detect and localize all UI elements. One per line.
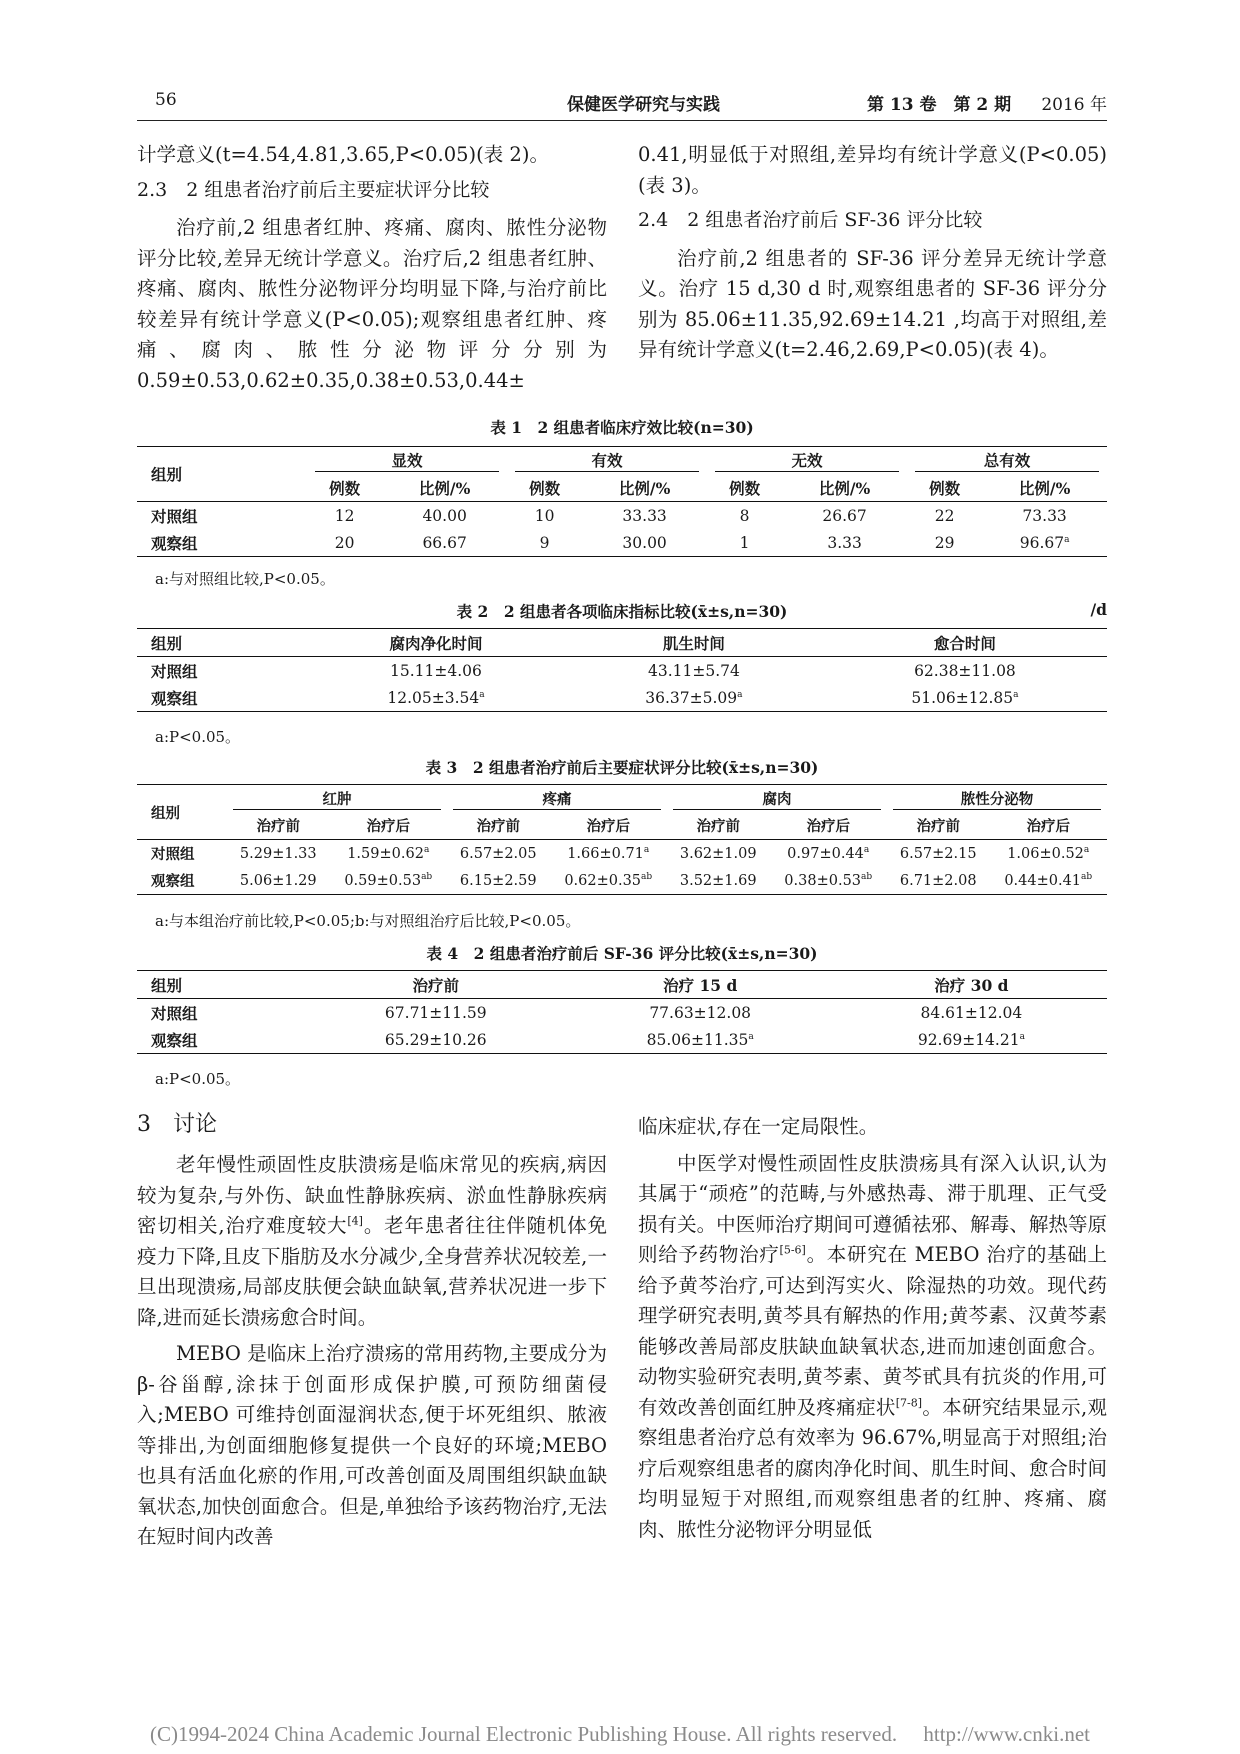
table-cell: 1 xyxy=(707,529,782,557)
table1 xyxy=(137,446,1107,557)
table-subheader: 比例/% xyxy=(382,474,507,502)
table-cell: 对照组 xyxy=(151,846,195,863)
copyright-footer: (C)1994-2024 China Academic Journal Electronic Publishing House. All rights reserved. http://www.cnki.net xyxy=(150,1722,1090,1746)
table-header: 组别 xyxy=(137,785,227,840)
table-header: 总有效 xyxy=(915,449,1099,472)
table-row xyxy=(137,840,1107,868)
table-cell: 29 xyxy=(907,529,982,557)
table-cell: 20 xyxy=(307,529,382,557)
table-header: 无效 xyxy=(715,449,899,472)
table-cell: 观察组 xyxy=(137,684,307,712)
discussion-right-column xyxy=(638,1108,1107,1545)
citation: [7-8] xyxy=(895,1396,923,1409)
table-cell: 1.06±0.52$^a$ xyxy=(1007,844,1090,862)
table-cell: 6.15±2.59 xyxy=(447,867,550,895)
footnote-marker: a xyxy=(1064,534,1070,545)
table-cell: 观察组 xyxy=(137,529,307,557)
table-cell: 6.57±2.05 xyxy=(459,845,537,862)
table-cell: 10 xyxy=(534,506,555,525)
section-heading-3: 3 讨论 xyxy=(137,1112,217,1137)
table-header: 组别 xyxy=(137,447,307,502)
footnote-marker: ab xyxy=(421,871,433,882)
table-cell: 96.67$^a$ xyxy=(982,529,1107,557)
paragraph: 0.41,明显低于对照组,差异均有统计学意义(P<0.05)(表 3)。 xyxy=(638,143,1107,197)
table4 xyxy=(137,970,1107,1054)
table-subheader: 治疗前 xyxy=(447,812,550,840)
table-cell: 6.71±2.08 xyxy=(887,867,990,895)
paragraph: 临床症状,存在一定局限性。 xyxy=(638,1115,879,1138)
table-header: 腐肉 xyxy=(673,788,881,810)
table-cell: 73.33 xyxy=(1022,506,1067,525)
table-cell: 3.62±1.09 xyxy=(679,845,757,862)
table-header: 治疗 30 d xyxy=(836,971,1107,999)
table-cell: 对照组 xyxy=(151,1003,198,1023)
table-row xyxy=(137,867,1107,895)
table-cell: 62.38±11.08 xyxy=(914,661,1016,680)
table-subheader: 比例/% xyxy=(582,474,707,502)
table-cell: 66.67 xyxy=(382,529,507,557)
footnote-marker: ab xyxy=(1081,871,1093,882)
table-cell: 26.67 xyxy=(822,506,867,525)
table-subheader: 治疗后 xyxy=(550,812,667,840)
publication-year: 2016 年 xyxy=(1041,95,1107,115)
table-subheader: 治疗后 xyxy=(990,812,1108,840)
table-row xyxy=(137,999,1107,1027)
table1-caption: 表 1 2 组患者临床疗效比较(n=30) xyxy=(490,418,754,437)
footnote-marker: a xyxy=(748,1031,754,1042)
table-cell: 12 xyxy=(334,506,355,525)
table-cell: 92.69±14.21$^a$ xyxy=(836,1026,1107,1054)
top-left-column xyxy=(137,140,607,396)
footnote-marker: ab xyxy=(861,871,873,882)
footnote-marker: a xyxy=(1019,1031,1025,1042)
table-row xyxy=(137,529,1107,557)
table-row xyxy=(137,1026,1107,1054)
top-right-column xyxy=(638,140,1107,366)
table-row xyxy=(137,684,1107,712)
table-cell: 对照组 xyxy=(151,661,198,681)
paragraph: 老年慢性顽固性皮肤溃疡是临床常见的疾病,病因较为复杂,与外伤、缺血性静脉疾病、淤血性静脉疾病密切相关,治疗难度较大[4]。老年患者往往伴随机体免疫力下降,且皮下脂肪及水分减少,全身营养状况较差,一旦出现溃疡,局部皮肤便会缺血缺氧,营养状况进一步下降,进而延长溃疡愈合时间。 xyxy=(137,1153,607,1329)
footnote-marker: ab xyxy=(641,871,653,882)
table-cell: 67.71±11.59 xyxy=(384,1003,487,1022)
table-cell: 0.44±0.41$^{ab}$ xyxy=(990,867,1108,895)
table-cell: 33.33 xyxy=(622,506,667,525)
table-subheader: 治疗前 xyxy=(227,812,330,840)
table-header: 治疗 15 d xyxy=(565,971,836,999)
table-cell: 0.62±0.35$^{ab}$ xyxy=(550,867,667,895)
volume-issue: 第 13 卷 第 2 期 xyxy=(867,95,1012,115)
section-heading-2-3: 2.3 2 组患者治疗前后主要症状评分比较 xyxy=(137,178,490,201)
table-header: 组别 xyxy=(137,629,307,657)
table3 xyxy=(137,784,1107,895)
table-cell: 65.29±10.26 xyxy=(307,1026,565,1054)
table-cell: 1.66±0.71$^a$ xyxy=(567,844,650,862)
table-cell: 0.59±0.53$^{ab}$ xyxy=(330,867,447,895)
table-header: 腐肉净化时间 xyxy=(307,629,565,657)
table-header: 组别 xyxy=(137,971,307,999)
table-cell: 观察组 xyxy=(137,867,227,895)
table-header: 疼痛 xyxy=(453,788,661,810)
table-subheader: 治疗后 xyxy=(330,812,447,840)
citation: [4] xyxy=(347,1214,363,1228)
table-subheader: 例数 xyxy=(507,474,582,502)
table3-caption: 表 3 2 组患者治疗前后主要症状评分比较(x̄±s,n=30) xyxy=(425,758,819,777)
table-header: 有效 xyxy=(515,449,699,472)
footnote-marker: a xyxy=(479,689,485,700)
table-cell: 15.11±4.06 xyxy=(390,661,482,680)
section-heading-2-4: 2.4 2 组患者治疗前后 SF-36 评分比较 xyxy=(638,209,983,231)
table-cell: 43.11±5.74 xyxy=(647,661,740,680)
table-header: 愈合时间 xyxy=(823,629,1107,657)
table-cell: 3.52±1.69 xyxy=(667,867,770,895)
table-row xyxy=(137,502,1107,530)
paragraph: 计学意义(t=4.54,4.81,3.65,P<0.05)(表 2)。 xyxy=(137,143,549,166)
table-cell: 对照组 xyxy=(151,506,198,526)
table2-caption-text: 表 2 2 组患者各项临床指标比较(x̄±s,n=30) xyxy=(456,602,788,621)
table-cell: 6.57±2.15 xyxy=(899,845,977,862)
table-subheader: 例数 xyxy=(707,474,782,502)
table-cell: 30.00 xyxy=(582,529,707,557)
table-header: 治疗前 xyxy=(307,971,565,999)
table-cell: 84.61±12.04 xyxy=(920,1003,1023,1022)
table-subheader: 治疗后 xyxy=(770,812,887,840)
table-cell: 8 xyxy=(739,506,750,525)
page-number: 56 xyxy=(155,90,177,110)
paragraph: 中医学对慢性顽固性皮肤溃疡具有深入认识,认为其属于“顽疮”的范畴,与外感热毒、滞于肌理、正气受损有关。中医师治疗期间可遵循祛邪、解毒、解热等原则给予药物治疗[5-6]。本研究在 MEBO 治疗的基础上给予黄芩治疗,可达到泻实火、除湿热的功效。现代药理学研究表明,黄芩具有解热的作用;黄芩素、汉黄芩素能够改善局部皮肤缺血缺氧状态,进而加速创面愈合。动物实验研究表明,黄芩素、黄芩甙具有抗炎的作用,可有效改善创面红肿及疼痛症状[7-8]。本研究结果显示,观察组患者治疗总有效率为 96.67%,明显高于对照组;治疗后观察组患者的腐肉净化时间、肌生时间、愈合时间均明显短于对照组,而观察组患者的红肿、疼痛、腐肉、脓性分泌物评分明显低 xyxy=(638,1151,1107,1541)
table-cell: 77.63±12.08 xyxy=(649,1003,752,1022)
running-header xyxy=(137,80,1107,121)
table4-caption: 表 4 2 组患者治疗前后 SF-36 评分比较(x̄±s,n=30) xyxy=(426,944,818,963)
table2-note: a:P<0.05。 xyxy=(155,728,241,746)
table2-caption xyxy=(137,600,1107,622)
table-cell: 12.05±3.54$^a$ xyxy=(307,684,565,712)
table-subheader: 例数 xyxy=(907,474,982,502)
table-subheader: 治疗前 xyxy=(887,812,990,840)
table-subheader: 比例/% xyxy=(782,474,907,502)
table-cell: 5.29±1.33 xyxy=(239,845,317,862)
table4-note: a:P<0.05。 xyxy=(155,1070,241,1088)
journal-title: 保健医学研究与实践 xyxy=(567,95,720,115)
table-cell: 22 xyxy=(934,506,955,525)
table-cell: 观察组 xyxy=(137,1026,307,1054)
citation: [5-6] xyxy=(779,1243,806,1257)
table-cell: 85.06±11.35$^a$ xyxy=(565,1026,836,1054)
footnote-marker: a xyxy=(863,844,870,855)
paragraph: MEBO 是临床上治疗溃疡的常用药物,主要成分为β-谷甾醇,涂抹于创面形成保护膜,可预防细菌侵入;MEBO 可维持创面湿润状态,便于坏死组织、脓液等排出,为创面细胞修复提供一个良好的环境;MEBO 也具有活血化瘀的作用,可改善创面及周围组织缺血缺氧状态,加快创面愈合。但是,单独给予该药物治疗,无法在短时间内改善 xyxy=(137,1342,607,1548)
footnote-marker: a xyxy=(1083,844,1090,855)
table-header: 肌生时间 xyxy=(565,629,823,657)
footnote-marker: a xyxy=(1013,689,1019,700)
paragraph: 治疗前,2 组患者红肿、疼痛、腐肉、脓性分泌物评分比较,差异无统计学意义。治疗后,2 组患者红肿、疼痛、腐肉、脓性分泌物评分均明显下降,与治疗前比较差异有统计学意义(P<0.05);观察组患者红肿、疼痛、腐肉、脓性分泌物评分分别为 0.59±0.53,0.62±0.35,0.38±0.53,0.44± xyxy=(137,216,607,392)
table-cell: 0.38±0.53$^{ab}$ xyxy=(770,867,887,895)
table-subheader: 例数 xyxy=(307,474,382,502)
table-header: 红肿 xyxy=(233,788,441,810)
footnote-marker: a xyxy=(737,689,743,700)
table-cell: 3.33 xyxy=(782,529,907,557)
table2-unit: /d xyxy=(1090,600,1107,619)
table-subheader: 治疗前 xyxy=(667,812,770,840)
table2 xyxy=(137,628,1107,712)
table-cell: 5.06±1.29 xyxy=(227,867,330,895)
table-cell: 51.06±12.85$^a$ xyxy=(823,684,1107,712)
table-header: 显效 xyxy=(315,449,499,472)
table-cell: 9 xyxy=(507,529,582,557)
footnote-marker: a xyxy=(643,844,650,855)
table1-note: a:与对照组比较,P<0.05。 xyxy=(155,570,335,588)
table-row xyxy=(137,657,1107,685)
table-header: 脓性分泌物 xyxy=(893,788,1101,810)
table-cell: 36.37±5.09$^a$ xyxy=(565,684,823,712)
table-subheader: 比例/% xyxy=(982,474,1107,502)
table-cell: 1.59±0.62$^a$ xyxy=(347,844,430,862)
paragraph: 治疗前,2 组患者的 SF-36 评分差异无统计学意义。治疗 15 d,30 d 时,观察组患者的 SF-36 评分分别为 85.06±11.35,92.69±14.21 ,均高于对照组,差异有统计学意义(t=2.46,2.69,P<0.05)(表 4)。 xyxy=(638,246,1107,361)
table-cell: 0.97±0.44$^a$ xyxy=(787,844,870,862)
table-cell: 40.00 xyxy=(422,506,467,525)
discussion-left-column xyxy=(137,1108,607,1553)
table3-note: a:与本组治疗前比较,P<0.05;b:与对照组治疗后比较,P<0.05。 xyxy=(155,912,581,930)
footnote-marker: a xyxy=(423,844,430,855)
